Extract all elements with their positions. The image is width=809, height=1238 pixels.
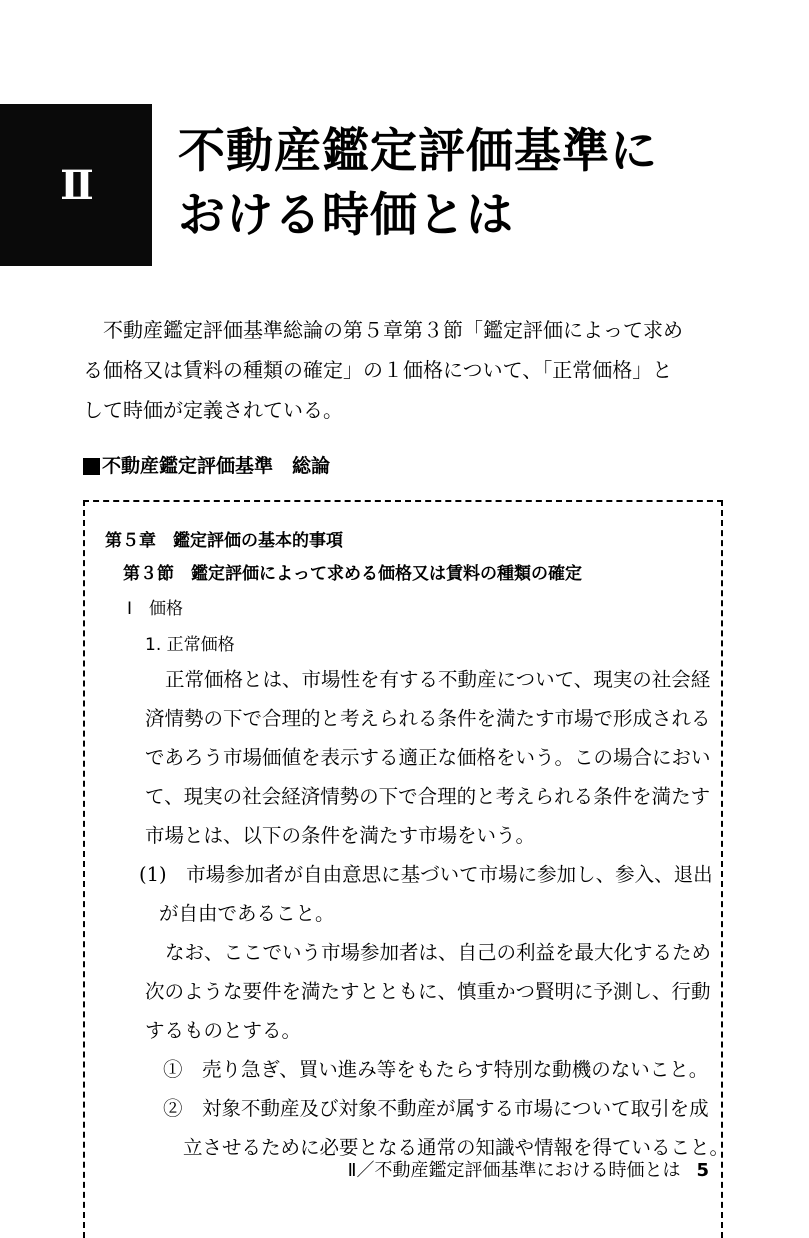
quote-condition-1-line: (1) 市場参加者が自由意思に基づいて市場に参加し、参入、退出	[139, 863, 713, 886]
quote-section-heading: 第３節 鑑定評価によって求める価格又は賃料の種類の確定	[123, 564, 582, 584]
quote-requirement-2-line: ② 対象不動産及び対象不動産が属する市場について取引を成	[163, 1097, 709, 1120]
quote-item-heading: Ⅰ 価格	[127, 599, 184, 619]
chapter-number-block	[0, 104, 152, 266]
quote-paragraph-2-line: するものとする。	[145, 1019, 302, 1042]
quote-paragraph-1-line: であろう市場価値を表示する適正な価格をいう。この場合におい	[145, 746, 711, 769]
quoted-standard-box	[83, 500, 730, 1238]
quote-paragraph-1-line: て、現実の社会経済情勢の下で合理的と考えられる条件を満たす	[145, 785, 711, 808]
chapter-title-line-2: おける時価とは	[178, 188, 514, 243]
quote-requirement-2	[163, 1089, 729, 1167]
intro-paragraph	[83, 310, 723, 430]
page-footer	[348, 1158, 709, 1184]
quote-subitem-heading: 1. 正常価格	[145, 635, 235, 655]
quote-paragraph-2-line: なお、ここでいう市場参加者は、自己の利益を最大化するため	[165, 941, 712, 964]
quote-condition-1	[139, 855, 713, 933]
quote-paragraph-2	[145, 933, 711, 1050]
quote-paragraph-1-line: 市場とは、以下の条件を満たす市場をいう。	[145, 824, 536, 847]
intro-line-1: 不動産鑑定評価基準総論の第５章第３節「鑑定評価によって求め	[103, 318, 683, 342]
quote-paragraph-1	[145, 660, 711, 855]
section-heading-text: 不動産鑑定評価基準 総論	[102, 455, 331, 477]
section-heading	[83, 452, 330, 480]
chapter-title	[178, 120, 658, 248]
quote-requirement-2-line: 立させるために必要となる通常の知識や情報を得ていること。	[183, 1136, 730, 1159]
page-number: 5	[696, 1160, 709, 1181]
chapter-title-line-1: 不動産鑑定評価基準に	[178, 124, 658, 179]
chapter-numeral: Ⅱ	[60, 161, 92, 209]
quote-requirement-1: ① 売り急ぎ、買い進み等をもたらす特別な動機のないこと。	[163, 1058, 709, 1081]
running-title: Ⅱ／不動産鑑定評価基準における時価とは	[347, 1160, 681, 1181]
intro-line-3: して時価が定義されている。	[83, 398, 343, 422]
quote-paragraph-1-line: 正常価格とは、市場性を有する不動産について、現実の社会経	[165, 668, 711, 691]
intro-line-2: る価格又は賃料の種類の確定」の１価格について、「正常価格」と	[83, 358, 673, 382]
quote-paragraph-2-line: 次のような要件を満たすとともに、慎重かつ賢明に予測し、行動	[145, 980, 711, 1003]
quote-condition-1-line: が自由であること。	[159, 902, 335, 925]
quote-chapter-heading: 第５章 鑑定評価の基本的事項	[105, 531, 343, 551]
quote-paragraph-1-line: 済情勢の下で合理的と考えられる条件を満たす市場で形成される	[145, 707, 711, 730]
square-bullet-icon	[83, 458, 100, 475]
